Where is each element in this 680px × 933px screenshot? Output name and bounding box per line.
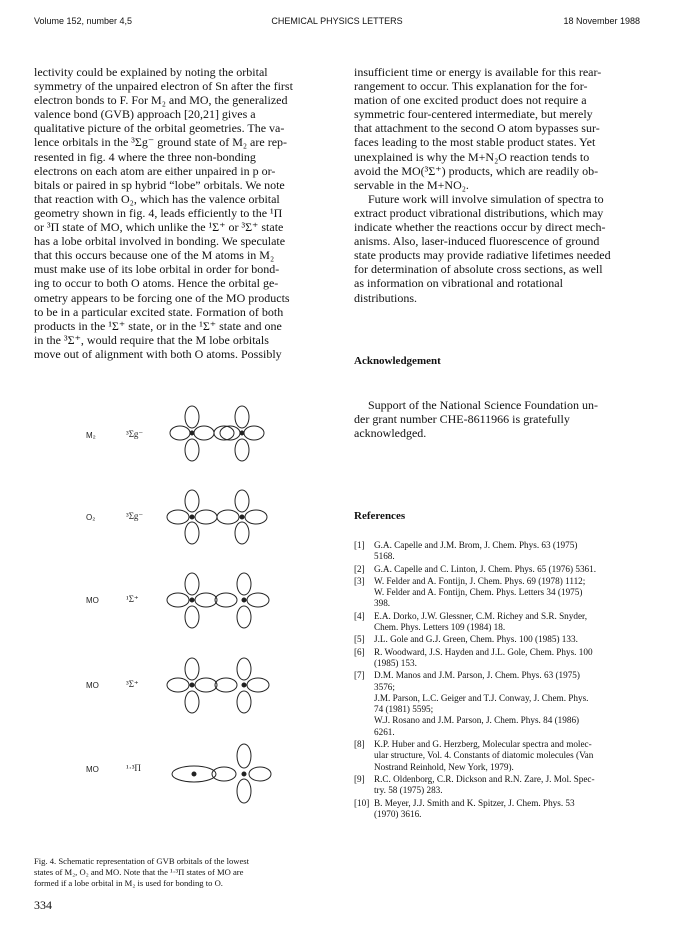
reference-item bbox=[354, 564, 644, 575]
text-line: bitals or paired in sp hybrid “lobe” orbitals. We note bbox=[34, 177, 285, 192]
reference-item bbox=[354, 670, 644, 738]
text-line: that reaction with O₂, which has the valence orbital bbox=[34, 191, 280, 206]
text-line: faces leading to the most stable product states. Yet bbox=[354, 135, 596, 150]
text-line: lence orbitals in the ³Σg⁻ ground state of M₂ are rep- bbox=[34, 135, 288, 150]
right-column bbox=[354, 65, 644, 819]
molecule-label: O₂ bbox=[86, 513, 96, 522]
reference-line: ular structure, Vol. 4. Constants of diatomic molecules (Van bbox=[374, 750, 594, 761]
reference-item bbox=[354, 611, 644, 634]
text-line: in the ³Σ⁺, would require that the M lobe orbitals bbox=[34, 332, 269, 347]
reference-number: [5] bbox=[354, 634, 365, 645]
text-line: electron bonds to F. For M₂ and MO, the generalized bbox=[34, 93, 288, 108]
text-line: distributions. bbox=[354, 290, 418, 305]
reference-line: 74 (1981) 5595; bbox=[374, 704, 434, 715]
running-header bbox=[34, 16, 640, 30]
volume-info: Volume 152, number 4,5 bbox=[34, 16, 133, 26]
text-line: unexplained is why the M+N₂O reaction tends to bbox=[354, 149, 590, 164]
molecule-label: M₂ bbox=[86, 431, 96, 440]
reference-line: (1985) 153. bbox=[374, 657, 417, 668]
reference-line: 5168. bbox=[374, 551, 395, 562]
reference-line: J.M. Parson, L.C. Geiger and T.J. Conway, J. Chem. Phys. bbox=[374, 692, 589, 703]
reference-line: R. Woodward, J.S. Hayden and J.L. Gole, Chem. Phys. 100 bbox=[374, 646, 593, 657]
acknowledgement-text bbox=[354, 398, 644, 440]
reference-line: G.A. Capelle and J.M. Brom, J. Chem. Phys. 63 (1975) bbox=[374, 540, 578, 550]
reference-line: (1970) 3616. bbox=[374, 808, 422, 819]
left-column-text bbox=[34, 65, 330, 361]
text-line: products in the ¹Σ⁺ state, or in the ¹Σ⁺ state and one bbox=[34, 318, 282, 333]
caption-line: formed if a lobe orbital in M₂ is used for bonding to O. bbox=[34, 877, 223, 888]
paragraph-continuation bbox=[354, 65, 644, 192]
molecule-label: MO bbox=[86, 765, 99, 774]
text-line: Future work will involve simulation of spectra to bbox=[368, 191, 604, 206]
reference-item bbox=[354, 739, 644, 773]
figure-4-orbital-diagram bbox=[34, 393, 330, 823]
text-line: valence bond (GVB) approach [20,21] gives a bbox=[34, 107, 256, 122]
state-label: ¹Σ⁺ bbox=[126, 594, 139, 604]
molecule-label: MO bbox=[86, 596, 99, 605]
reference-item bbox=[354, 540, 644, 563]
acknowledgement-heading: Acknowledgement bbox=[354, 355, 441, 367]
reference-number: [2] bbox=[354, 563, 365, 574]
text-line: as information on vibrational and rotational bbox=[354, 276, 563, 291]
mo-pi-orbitals bbox=[172, 744, 271, 803]
text-line: or ³Π state of MO, which unlike the ¹Σ⁺ or ³Σ⁺ state bbox=[34, 220, 284, 235]
text-line: must make use of its lobe orbital in order for bond- bbox=[34, 262, 280, 277]
text-line: avoid the MO(³Σ⁺) products, which are readily ob- bbox=[354, 163, 599, 178]
text-line: servable in the M+NO₂. bbox=[354, 177, 469, 192]
text-line: that this occurs because one of the M atoms in M₂ bbox=[34, 248, 275, 263]
reference-line: E.A. Dorko, J.W. Glessner, C.M. Richey and S.R. Snyder, bbox=[374, 610, 588, 621]
issue-date: 18 November 1988 bbox=[563, 16, 640, 26]
text-line: for determination of absolute cross sections, as well bbox=[354, 262, 603, 277]
m2-orbitals bbox=[170, 406, 264, 461]
orbital-drawings bbox=[34, 393, 330, 823]
text-line: symmetric four-centered intermediate, but merely bbox=[354, 107, 593, 122]
reference-number: [1] bbox=[354, 540, 365, 550]
reference-line: W. Felder and A. Fontijn, Chem. Phys. Letters 34 (1975) bbox=[374, 587, 583, 598]
state-label: ¹·³Π bbox=[126, 763, 141, 773]
text-line: move out of alignment with both O atoms. Possibly bbox=[34, 346, 282, 361]
reference-item bbox=[354, 774, 644, 797]
text-line: lectivity could be explained by noting the orbital bbox=[34, 65, 268, 79]
text-line: acknowledged. bbox=[354, 426, 427, 441]
text-line: state products may provide radiative lifetimes needed bbox=[354, 248, 611, 263]
text-line: qualitative picture of the orbital geometries. The va- bbox=[34, 121, 285, 136]
text-line: resented in fig. 4 where the three non-bonding bbox=[34, 149, 256, 164]
reference-number: [3] bbox=[354, 575, 365, 586]
reference-item bbox=[354, 576, 644, 610]
text-line: indicate whether the reactions occur by direct mech- bbox=[354, 220, 606, 235]
reference-line: try. 58 (1975) 283. bbox=[374, 785, 443, 796]
text-line: anisms. Also, laser-induced fluorescence of ground bbox=[354, 234, 600, 249]
reference-number: [4] bbox=[354, 610, 365, 621]
text-line: ing to occur to both O atoms. Hence the orbital ge- bbox=[34, 276, 279, 291]
text-line: ometry appears to be forcing one of the MO products bbox=[34, 290, 290, 305]
paragraph-future-work bbox=[354, 192, 644, 305]
caption-line: states of M₂, O₂ and MO. Note that the ¹·³Π states of MO are bbox=[34, 866, 244, 877]
text-line: Support of the National Science Foundation un- bbox=[368, 398, 598, 412]
reference-number: [9] bbox=[354, 773, 365, 784]
state-label: ³Σg⁻ bbox=[126, 429, 144, 439]
text-line: geometry shown in fig. 4, leads efficiently to the ¹Π bbox=[34, 205, 283, 220]
reference-line: W. Felder and A. Fontijn, J. Chem. Phys. 69 (1978) 1112; bbox=[374, 575, 586, 586]
text-line: has a lobe orbital involved in bonding. We speculate bbox=[34, 234, 286, 249]
reference-line: 3576; bbox=[374, 681, 395, 692]
text-line: mation of one excited product does not require a bbox=[354, 93, 587, 108]
reference-item bbox=[354, 798, 644, 821]
mo-singlet-sigma-orbitals bbox=[167, 573, 269, 628]
reference-line: J.L. Gole and G.J. Green, Chem. Phys. 100 (1985) 133. bbox=[374, 634, 578, 645]
text-line: der grant number CHE-8611966 is gratefully bbox=[354, 412, 570, 427]
text-line: that attachment to the second O atom bypasses sur- bbox=[354, 121, 600, 136]
references-heading: References bbox=[354, 510, 406, 522]
text-line: rangement to occur. This explanation for the for- bbox=[354, 79, 588, 94]
page-number: 334 bbox=[34, 898, 52, 912]
caption-line: Fig. 4. Schematic representation of GVB orbitals of the lowest bbox=[34, 856, 250, 866]
state-label: ³Σ⁺ bbox=[126, 679, 139, 689]
mo-triplet-sigma-orbitals bbox=[167, 658, 269, 713]
text-line: to be in a particular excited state. Formation of both bbox=[34, 304, 284, 319]
reference-line: 398. bbox=[374, 598, 391, 609]
text-line: electrons on each atom are either unpaired in p or- bbox=[34, 163, 276, 178]
reference-line: G.A. Capelle and C. Linton, J. Chem. Phys. 65 (1976) 5361. bbox=[374, 563, 597, 574]
journal-title: CHEMICAL PHYSICS LETTERS bbox=[271, 16, 403, 26]
text-line: extract product vibrational distributions, which may bbox=[354, 205, 604, 220]
o2-orbitals bbox=[167, 490, 267, 544]
reference-number: [8] bbox=[354, 739, 365, 750]
reference-list bbox=[354, 540, 644, 821]
reference-line: 6261. bbox=[374, 726, 395, 737]
reference-item bbox=[354, 647, 644, 670]
reference-line: B. Meyer, J.J. Smith and K. Spitzer, J. Chem. Phys. 53 bbox=[374, 797, 575, 808]
reference-number: [7] bbox=[354, 670, 365, 681]
reference-number: [6] bbox=[354, 646, 365, 657]
reference-number: [10] bbox=[354, 797, 370, 808]
reference-item bbox=[354, 634, 644, 645]
reference-line: R.C. Oldenborg, C.R. Dickson and R.N. Zare, J. Mol. Spec- bbox=[374, 773, 595, 784]
text-line: insufficient time or energy is available for this rear- bbox=[354, 65, 602, 79]
text-line: symmetry of the unpaired electron of Sn after the first bbox=[34, 79, 293, 94]
figure-caption bbox=[34, 856, 330, 888]
state-label: ³Σg⁻ bbox=[126, 511, 144, 521]
reference-line: K.P. Huber and G. Herzberg, Molecular spectra and molec- bbox=[374, 739, 592, 750]
reference-line: Nostrand Reinhold, New York, 1979). bbox=[374, 761, 514, 772]
molecule-label: MO bbox=[86, 681, 99, 690]
reference-line: W.J. Rosano and J.M. Parson, J. Chem. Phys. 84 (1986) bbox=[374, 715, 580, 726]
reference-line: D.M. Manos and J.M. Parson, J. Chem. Phys. 63 (1975) bbox=[374, 670, 580, 681]
reference-line: Chem. Phys. Letters 109 (1984) 18. bbox=[374, 622, 506, 633]
